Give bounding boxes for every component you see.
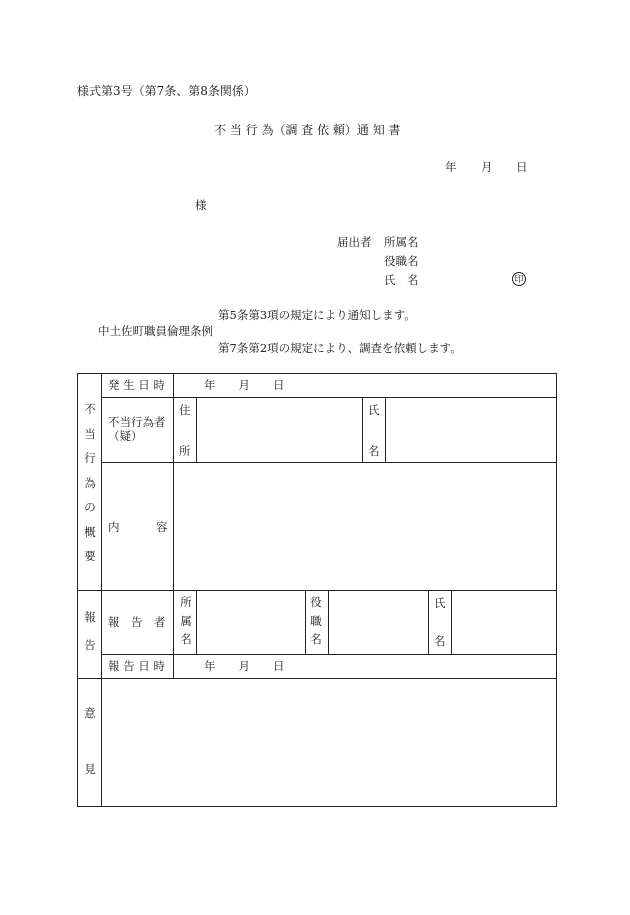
col-divider-reporter-name-left [428, 590, 429, 654]
seal-mark: 印 [512, 272, 526, 286]
reporter-affiliation-field[interactable] [197, 591, 305, 654]
suspect-name-label-top: 氏 [368, 403, 380, 417]
address-label-top: 住 [179, 403, 191, 417]
notifier-name-label: 氏 名 [384, 273, 419, 287]
ordinance-name: 中土佐町職員倫理条例 [98, 324, 213, 338]
document-title: 不 当 行 為（調 査 依 頼）通 知 書 [214, 123, 401, 137]
date-year-label: 年 [445, 160, 457, 174]
suspect-address-field[interactable] [197, 398, 362, 462]
notifier-position-label: 役職名 [384, 254, 419, 268]
statement-line-2: 第7条第2項の規定により、調査を依頼します。 [218, 341, 462, 355]
opinion-field[interactable] [102, 679, 556, 806]
content-label-right: 容 [156, 520, 168, 534]
section-overview-label: 不 当 行 為 の 概 要 [84, 402, 96, 563]
form-number: 様式第3号（第7条、第8条関係） [77, 84, 256, 98]
addressee-suffix: 様 [195, 198, 207, 212]
notifier-affiliation-label: 所属名 [384, 235, 419, 249]
statement-line-1: 第5条第3項の規定により通知します。 [218, 308, 416, 322]
col-divider-position-left [305, 590, 306, 654]
date-month-label: 月 [481, 160, 493, 174]
row-line-4 [101, 654, 556, 655]
date-day-label: 日 [516, 160, 528, 174]
address-label-bottom: 所 [179, 444, 191, 458]
report-date-field[interactable]: 年 月 日 [204, 659, 285, 673]
reporter-position-field[interactable] [329, 591, 428, 654]
suspect-name-label-bottom: 名 [368, 444, 380, 458]
suspect-label: 不当行為者 [108, 415, 166, 429]
report-datetime-label: 報 告 日 時 [108, 659, 165, 673]
notification-form-table [77, 373, 557, 807]
affiliation-label: 所 属 名 [180, 595, 192, 646]
section-report-label: 報 告 [84, 610, 96, 652]
suspect-name-field[interactable] [386, 398, 556, 462]
occurrence-datetime-label: 発 生 日 時 [108, 378, 165, 392]
reporter-name-label-bottom: 名 [434, 634, 446, 648]
reporter-name-field[interactable] [452, 591, 556, 654]
occurrence-date-field[interactable]: 年 月 日 [204, 378, 285, 392]
content-label-left: 内 [108, 520, 120, 534]
col-divider-name-left [362, 397, 363, 462]
position-label: 役 職 名 [310, 595, 322, 646]
suspect-label-suffix: （疑） [108, 429, 143, 443]
notifier-label: 届出者 [337, 235, 372, 249]
reporter-name-label-top: 氏 [434, 596, 446, 610]
section-opinion-label: 意 見 [84, 706, 96, 776]
reporter-label: 報 告 者 [108, 615, 166, 629]
content-field[interactable] [174, 463, 556, 590]
